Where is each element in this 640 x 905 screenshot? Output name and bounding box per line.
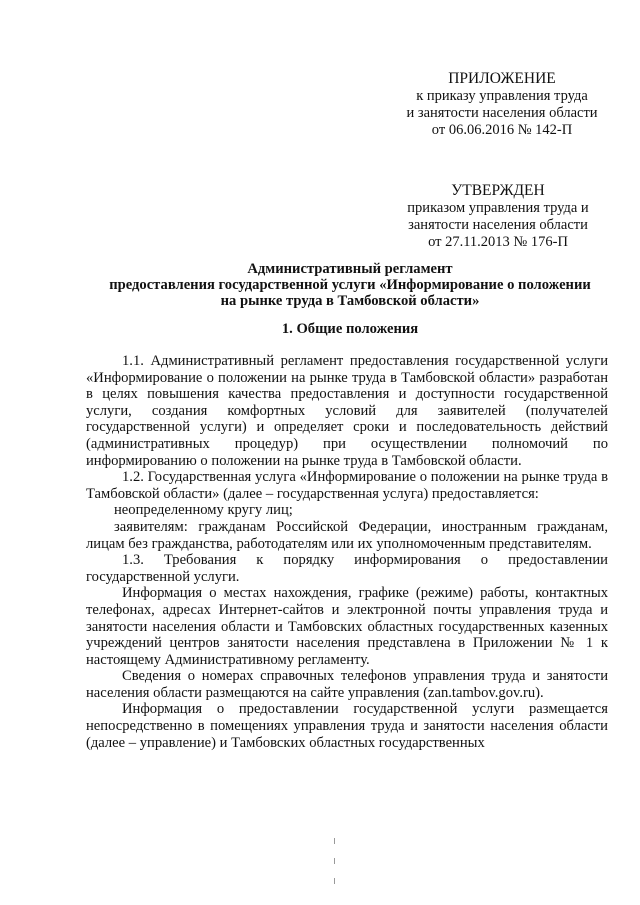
paragraph-1-2: 1.2. Государственная услуга «Информирование о положении на рынке труда в Тамбовской области» (далее – государственная услуга) предоставляется: (86, 469, 608, 502)
paragraph-recipients-applicants: заявителям: гражданам Российской Федерации, иностранным гражданам, лицам без гражданства, работодателям или их уполномоченным представителям. (86, 518, 608, 552)
scan-mark (334, 878, 335, 884)
annex-line-2: и занятости населения области (406, 105, 598, 121)
title-line-3: на рынке труда в Тамбовской области» (220, 293, 480, 309)
scan-mark (334, 858, 335, 864)
paragraph-phones-info: Сведения о номерах справочных телефонов управления труда и занятости населения области размещаются на сайте управления (zan.tambov.gov.ru). (86, 668, 608, 701)
annex-heading: ПРИЛОЖЕНИЕ (448, 70, 556, 87)
scan-mark (334, 838, 335, 844)
paragraph-1-3: 1.3. Требования к порядку информирования о предоставлении государственной услуги. (86, 552, 608, 585)
approved-heading: УТВЕРЖДЕН (451, 182, 545, 199)
paragraph-locations-info: Информация о местах нахождения, графике (режиме) работы, контактных телефонах, адресах Интернет-сайтов и электронной почты управления труда и занятости населения области и Тамбовских областных государственных казенных учреждений центров занятости населения представлена в Приложении № 1 к настоящему Административному регламенту. (86, 585, 608, 668)
section-heading: 1. Общие положения (281, 321, 419, 337)
annex-line-3: от 06.06.2016 № 142-П (431, 122, 573, 138)
approved-block (398, 182, 598, 251)
annex-block (402, 70, 602, 139)
paragraph-1-1: 1.1. Административный регламент предоставления государственной услуги «Информирование о положении на рынке труда в Тамбовской области» разработан в целях повышения качества предоставления и доступности государственной услуги, создания комфортных условий для заявителей (получателей государственной услуги) и определяет сроки и последовательность действий (административных процедур) при осуществлении полномочий по информированию о положении на рынке труда в Тамбовской области. (86, 353, 608, 469)
document-body (86, 352, 608, 751)
title-line-1: Административный регламент (247, 261, 453, 277)
approved-line-1: приказом управления труда и (407, 200, 589, 216)
document-title (86, 261, 614, 309)
title-line-2: предоставления государственной услуги «Информирование о положении (109, 277, 591, 293)
approved-line-2: занятости населения области (408, 217, 588, 233)
approved-line-3: от 27.11.2013 № 176-П (428, 234, 568, 250)
paragraph-recipients-general: неопределенному кругу лиц; (114, 502, 293, 519)
annex-line-1: к приказу управления труда (416, 88, 588, 104)
paragraph-placement-info: Информация о предоставлении государственной услуги размещается непосредственно в помещениях управления труда и занятости населения области (далее – управление) и Тамбовских областных государственных (86, 701, 608, 751)
